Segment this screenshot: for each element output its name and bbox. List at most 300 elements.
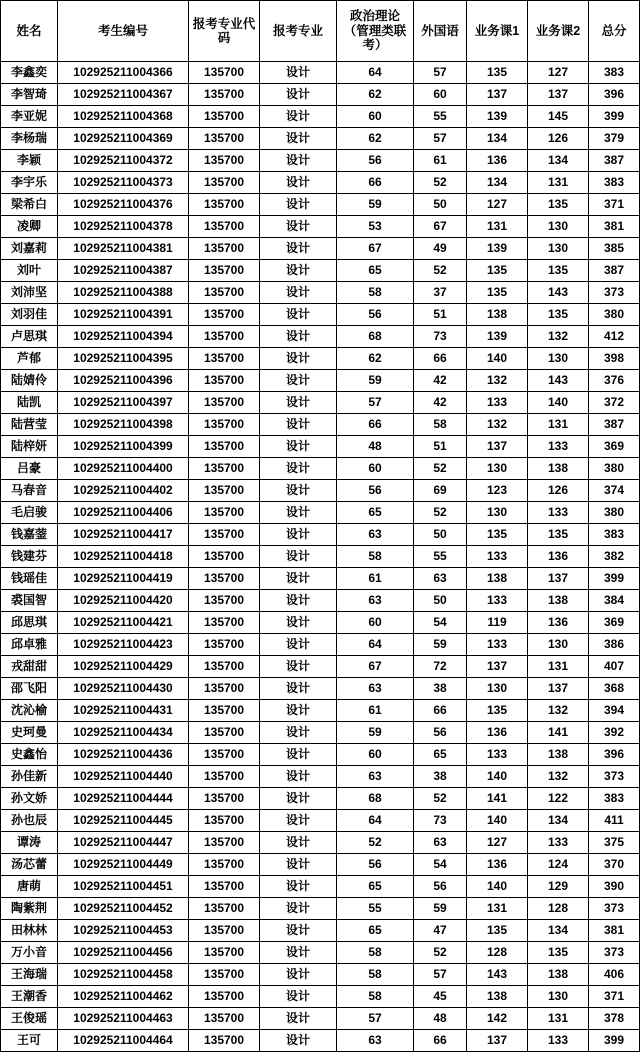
cell-major: 设计 (260, 238, 337, 260)
cell-prof1: 132 (467, 414, 528, 436)
table-row (1, 920, 640, 942)
cell-foreign: 55 (414, 546, 467, 568)
cell-foreign: 42 (414, 370, 467, 392)
cell-major: 设计 (260, 348, 337, 370)
cell-prof1: 141 (467, 788, 528, 810)
cell-prof2: 130 (528, 634, 589, 656)
cell-prof1: 138 (467, 304, 528, 326)
cell-majcode: 135700 (189, 590, 260, 612)
cell-name: 卢思琪 (1, 326, 58, 348)
cell-id: 102925211004368 (58, 106, 189, 128)
cell-name: 孙文娇 (1, 788, 58, 810)
table-row (1, 546, 640, 568)
cell-foreign: 67 (414, 216, 467, 238)
cell-name: 王海瑞 (1, 964, 58, 986)
cell-majcode: 135700 (189, 854, 260, 876)
cell-major: 设计 (260, 590, 337, 612)
cell-major: 设计 (260, 414, 337, 436)
table-row (1, 62, 640, 84)
column-header-politics (337, 1, 414, 62)
cell-total: 368 (589, 678, 640, 700)
cell-name: 钱瑶佳 (1, 568, 58, 590)
cell-id: 102925211004391 (58, 304, 189, 326)
cell-name: 刘羽佳 (1, 304, 58, 326)
table-row (1, 458, 640, 480)
cell-politics: 65 (337, 260, 414, 282)
table-row (1, 964, 640, 986)
cell-majcode: 135700 (189, 480, 260, 502)
column-header-label: 总分 (601, 23, 627, 38)
cell-id: 102925211004464 (58, 1030, 189, 1052)
cell-prof2: 135 (528, 942, 589, 964)
cell-prof1: 140 (467, 766, 528, 788)
cell-politics: 59 (337, 370, 414, 392)
table-row (1, 436, 640, 458)
cell-prof1: 136 (467, 722, 528, 744)
cell-name: 王俊瑶 (1, 1008, 58, 1030)
cell-major: 设计 (260, 1008, 337, 1030)
cell-politics: 48 (337, 436, 414, 458)
cell-total: 399 (589, 568, 640, 590)
cell-name: 芦郁 (1, 348, 58, 370)
cell-prof2: 131 (528, 1008, 589, 1030)
cell-prof2: 132 (528, 700, 589, 722)
cell-major: 设计 (260, 84, 337, 106)
cell-prof1: 137 (467, 84, 528, 106)
cell-prof2: 132 (528, 766, 589, 788)
cell-prof2: 138 (528, 590, 589, 612)
cell-foreign: 73 (414, 326, 467, 348)
cell-name: 陶紫荆 (1, 898, 58, 920)
table-row (1, 370, 640, 392)
cell-prof1: 137 (467, 436, 528, 458)
cell-id: 102925211004366 (58, 62, 189, 84)
cell-majcode: 135700 (189, 172, 260, 194)
cell-politics: 63 (337, 590, 414, 612)
cell-foreign: 59 (414, 634, 467, 656)
table-row (1, 766, 640, 788)
cell-id: 102925211004462 (58, 986, 189, 1008)
cell-prof1: 133 (467, 590, 528, 612)
cell-total: 375 (589, 832, 640, 854)
table-row (1, 678, 640, 700)
cell-total: 378 (589, 1008, 640, 1030)
cell-politics: 67 (337, 656, 414, 678)
cell-id: 102925211004399 (58, 436, 189, 458)
cell-major: 设计 (260, 524, 337, 546)
cell-politics: 60 (337, 458, 414, 480)
cell-politics: 65 (337, 876, 414, 898)
cell-id: 102925211004421 (58, 612, 189, 634)
table-row (1, 744, 640, 766)
table-row (1, 854, 640, 876)
cell-majcode: 135700 (189, 700, 260, 722)
cell-majcode: 135700 (189, 788, 260, 810)
cell-foreign: 57 (414, 128, 467, 150)
cell-politics: 64 (337, 634, 414, 656)
column-header-major (260, 1, 337, 62)
cell-foreign: 66 (414, 1030, 467, 1052)
cell-major: 设计 (260, 942, 337, 964)
cell-politics: 52 (337, 832, 414, 854)
cell-total: 380 (589, 458, 640, 480)
cell-id: 102925211004436 (58, 744, 189, 766)
cell-prof1: 131 (467, 898, 528, 920)
cell-prof2: 132 (528, 326, 589, 348)
cell-total: 371 (589, 986, 640, 1008)
cell-prof1: 143 (467, 964, 528, 986)
cell-name: 孙也辰 (1, 810, 58, 832)
cell-total: 370 (589, 854, 640, 876)
table-row (1, 172, 640, 194)
cell-foreign: 54 (414, 854, 467, 876)
column-header-total (589, 1, 640, 62)
cell-prof1: 139 (467, 238, 528, 260)
cell-id: 102925211004400 (58, 458, 189, 480)
cell-politics: 58 (337, 964, 414, 986)
cell-prof1: 135 (467, 282, 528, 304)
cell-prof1: 133 (467, 634, 528, 656)
cell-majcode: 135700 (189, 392, 260, 414)
cell-major: 设计 (260, 964, 337, 986)
column-header-label: 报考专业 (272, 23, 323, 38)
column-header-id (58, 1, 189, 62)
cell-majcode: 135700 (189, 722, 260, 744)
cell-majcode: 135700 (189, 656, 260, 678)
cell-name: 沈沁榆 (1, 700, 58, 722)
cell-majcode: 135700 (189, 238, 260, 260)
cell-major: 设计 (260, 502, 337, 524)
cell-name: 李杨瑞 (1, 128, 58, 150)
cell-major: 设计 (260, 832, 337, 854)
table-row (1, 480, 640, 502)
cell-name: 邱思琪 (1, 612, 58, 634)
cell-major: 设计 (260, 788, 337, 810)
cell-prof1: 123 (467, 480, 528, 502)
cell-prof2: 131 (528, 414, 589, 436)
cell-politics: 65 (337, 920, 414, 942)
table-row (1, 590, 640, 612)
table-row (1, 634, 640, 656)
cell-prof1: 135 (467, 524, 528, 546)
cell-politics: 56 (337, 304, 414, 326)
cell-majcode: 135700 (189, 84, 260, 106)
cell-name: 刘叶 (1, 260, 58, 282)
cell-major: 设计 (260, 634, 337, 656)
cell-majcode: 135700 (189, 194, 260, 216)
header-row (1, 1, 640, 62)
cell-major: 设计 (260, 260, 337, 282)
cell-foreign: 50 (414, 194, 467, 216)
cell-major: 设计 (260, 128, 337, 150)
table-row (1, 150, 640, 172)
cell-name: 谭涛 (1, 832, 58, 854)
cell-prof2: 137 (528, 678, 589, 700)
cell-id: 102925211004440 (58, 766, 189, 788)
table-row (1, 656, 640, 678)
cell-prof2: 130 (528, 986, 589, 1008)
table-row (1, 832, 640, 854)
cell-name: 陆梓妍 (1, 436, 58, 458)
cell-politics: 57 (337, 392, 414, 414)
table-row (1, 282, 640, 304)
cell-major: 设计 (260, 700, 337, 722)
cell-major: 设计 (260, 612, 337, 634)
cell-majcode: 135700 (189, 678, 260, 700)
cell-prof2: 134 (528, 150, 589, 172)
cell-prof1: 133 (467, 744, 528, 766)
column-header-label: 政治理论（管理类联考） (343, 9, 407, 53)
cell-total: 387 (589, 414, 640, 436)
cell-name: 李鑫奕 (1, 62, 58, 84)
cell-politics: 55 (337, 898, 414, 920)
cell-foreign: 69 (414, 480, 467, 502)
cell-politics: 59 (337, 722, 414, 744)
cell-major: 设计 (260, 546, 337, 568)
cell-total: 412 (589, 326, 640, 348)
cell-politics: 62 (337, 128, 414, 150)
cell-politics: 64 (337, 810, 414, 832)
cell-prof2: 128 (528, 898, 589, 920)
cell-prof1: 136 (467, 150, 528, 172)
cell-prof1: 135 (467, 62, 528, 84)
table-row (1, 942, 640, 964)
cell-prof1: 128 (467, 942, 528, 964)
cell-foreign: 48 (414, 1008, 467, 1030)
cell-name: 毛启骏 (1, 502, 58, 524)
cell-name: 王可 (1, 1030, 58, 1052)
cell-id: 102925211004431 (58, 700, 189, 722)
cell-prof2: 143 (528, 370, 589, 392)
cell-foreign: 55 (414, 106, 467, 128)
cell-id: 102925211004447 (58, 832, 189, 854)
cell-major: 设计 (260, 986, 337, 1008)
table-row (1, 722, 640, 744)
cell-name: 田林林 (1, 920, 58, 942)
cell-total: 383 (589, 62, 640, 84)
column-header-name (1, 1, 58, 62)
cell-name: 邱卓雅 (1, 634, 58, 656)
cell-total: 373 (589, 942, 640, 964)
cell-majcode: 135700 (189, 942, 260, 964)
cell-id: 102925211004456 (58, 942, 189, 964)
cell-prof2: 145 (528, 106, 589, 128)
cell-major: 设计 (260, 766, 337, 788)
cell-total: 385 (589, 238, 640, 260)
cell-prof2: 133 (528, 1030, 589, 1052)
cell-majcode: 135700 (189, 568, 260, 590)
cell-foreign: 42 (414, 392, 467, 414)
cell-name: 史珂曼 (1, 722, 58, 744)
cell-politics: 63 (337, 1030, 414, 1052)
cell-majcode: 135700 (189, 458, 260, 480)
cell-total: 371 (589, 194, 640, 216)
cell-id: 102925211004367 (58, 84, 189, 106)
cell-prof2: 124 (528, 854, 589, 876)
cell-total: 373 (589, 766, 640, 788)
cell-foreign: 54 (414, 612, 467, 634)
cell-major: 设计 (260, 282, 337, 304)
table-row (1, 986, 640, 1008)
cell-foreign: 57 (414, 964, 467, 986)
cell-foreign: 59 (414, 898, 467, 920)
cell-foreign: 72 (414, 656, 467, 678)
cell-majcode: 135700 (189, 612, 260, 634)
cell-prof2: 137 (528, 84, 589, 106)
cell-majcode: 135700 (189, 260, 260, 282)
cell-name: 孙佳新 (1, 766, 58, 788)
cell-foreign: 58 (414, 414, 467, 436)
cell-name: 陆婧伶 (1, 370, 58, 392)
cell-id: 102925211004429 (58, 656, 189, 678)
cell-politics: 67 (337, 238, 414, 260)
cell-major: 设计 (260, 458, 337, 480)
cell-politics: 68 (337, 788, 414, 810)
cell-prof1: 119 (467, 612, 528, 634)
cell-prof1: 138 (467, 568, 528, 590)
cell-id: 102925211004397 (58, 392, 189, 414)
cell-total: 383 (589, 524, 640, 546)
cell-prof1: 138 (467, 986, 528, 1008)
cell-foreign: 50 (414, 590, 467, 612)
column-header-foreign (414, 1, 467, 62)
cell-prof2: 130 (528, 238, 589, 260)
column-header-label: 业务课1 (474, 23, 520, 38)
cell-prof1: 130 (467, 678, 528, 700)
cell-total: 386 (589, 634, 640, 656)
cell-foreign: 56 (414, 876, 467, 898)
cell-major: 设计 (260, 480, 337, 502)
cell-foreign: 60 (414, 84, 467, 106)
cell-total: 382 (589, 546, 640, 568)
cell-prof1: 127 (467, 194, 528, 216)
cell-id: 102925211004451 (58, 876, 189, 898)
column-header-label: 考生编号 (97, 23, 148, 38)
cell-prof1: 131 (467, 216, 528, 238)
cell-foreign: 37 (414, 282, 467, 304)
table-row (1, 194, 640, 216)
column-header-label: 姓名 (16, 23, 42, 38)
cell-majcode: 135700 (189, 1030, 260, 1052)
cell-prof2: 135 (528, 524, 589, 546)
cell-foreign: 51 (414, 304, 467, 326)
cell-prof2: 133 (528, 832, 589, 854)
cell-foreign: 65 (414, 744, 467, 766)
cell-major: 设计 (260, 370, 337, 392)
cell-id: 102925211004419 (58, 568, 189, 590)
cell-major: 设计 (260, 722, 337, 744)
cell-id: 102925211004381 (58, 238, 189, 260)
cell-prof2: 130 (528, 348, 589, 370)
cell-major: 设计 (260, 744, 337, 766)
cell-foreign: 63 (414, 568, 467, 590)
cell-politics: 63 (337, 766, 414, 788)
cell-majcode: 135700 (189, 546, 260, 568)
cell-total: 394 (589, 700, 640, 722)
cell-name: 凌卿 (1, 216, 58, 238)
cell-id: 102925211004394 (58, 326, 189, 348)
cell-foreign: 52 (414, 172, 467, 194)
cell-politics: 60 (337, 612, 414, 634)
cell-majcode: 135700 (189, 986, 260, 1008)
cell-prof2: 130 (528, 216, 589, 238)
cell-foreign: 52 (414, 942, 467, 964)
table-row (1, 612, 640, 634)
table-row (1, 898, 640, 920)
cell-total: 399 (589, 106, 640, 128)
cell-total: 399 (589, 1030, 640, 1052)
cell-foreign: 50 (414, 524, 467, 546)
cell-major: 设计 (260, 656, 337, 678)
cell-prof2: 137 (528, 568, 589, 590)
cell-total: 379 (589, 128, 640, 150)
cell-name: 戎甜甜 (1, 656, 58, 678)
table-row (1, 502, 640, 524)
cell-total: 376 (589, 370, 640, 392)
cell-major: 设计 (260, 150, 337, 172)
cell-major: 设计 (260, 1030, 337, 1052)
cell-politics: 63 (337, 678, 414, 700)
cell-id: 102925211004396 (58, 370, 189, 392)
table-row (1, 392, 640, 414)
cell-prof1: 135 (467, 700, 528, 722)
cell-prof1: 140 (467, 876, 528, 898)
cell-foreign: 57 (414, 62, 467, 84)
table-row (1, 524, 640, 546)
cell-major: 设计 (260, 392, 337, 414)
column-header-prof2 (528, 1, 589, 62)
cell-foreign: 52 (414, 788, 467, 810)
cell-prof1: 135 (467, 260, 528, 282)
cell-majcode: 135700 (189, 370, 260, 392)
cell-id: 102925211004445 (58, 810, 189, 832)
cell-prof1: 133 (467, 546, 528, 568)
cell-foreign: 66 (414, 700, 467, 722)
cell-name: 汤芯蕾 (1, 854, 58, 876)
cell-majcode: 135700 (189, 128, 260, 150)
cell-total: 383 (589, 788, 640, 810)
cell-major: 设计 (260, 62, 337, 84)
cell-politics: 68 (337, 326, 414, 348)
cell-name: 王潮香 (1, 986, 58, 1008)
cell-foreign: 52 (414, 260, 467, 282)
cell-prof1: 137 (467, 656, 528, 678)
table-body (1, 62, 640, 1052)
cell-name: 李颖 (1, 150, 58, 172)
cell-name: 陆营莹 (1, 414, 58, 436)
cell-total: 381 (589, 216, 640, 238)
table-row (1, 414, 640, 436)
cell-prof2: 138 (528, 458, 589, 480)
cell-prof1: 142 (467, 1008, 528, 1030)
cell-majcode: 135700 (189, 832, 260, 854)
table-row (1, 700, 640, 722)
cell-prof1: 127 (467, 832, 528, 854)
cell-major: 设计 (260, 898, 337, 920)
cell-total: 381 (589, 920, 640, 942)
table-row (1, 876, 640, 898)
cell-politics: 53 (337, 216, 414, 238)
cell-prof2: 131 (528, 656, 589, 678)
cell-prof2: 136 (528, 612, 589, 634)
cell-prof1: 135 (467, 920, 528, 942)
cell-total: 373 (589, 898, 640, 920)
cell-majcode: 135700 (189, 744, 260, 766)
cell-total: 398 (589, 348, 640, 370)
cell-prof2: 138 (528, 964, 589, 986)
cell-foreign: 66 (414, 348, 467, 370)
cell-major: 设计 (260, 216, 337, 238)
